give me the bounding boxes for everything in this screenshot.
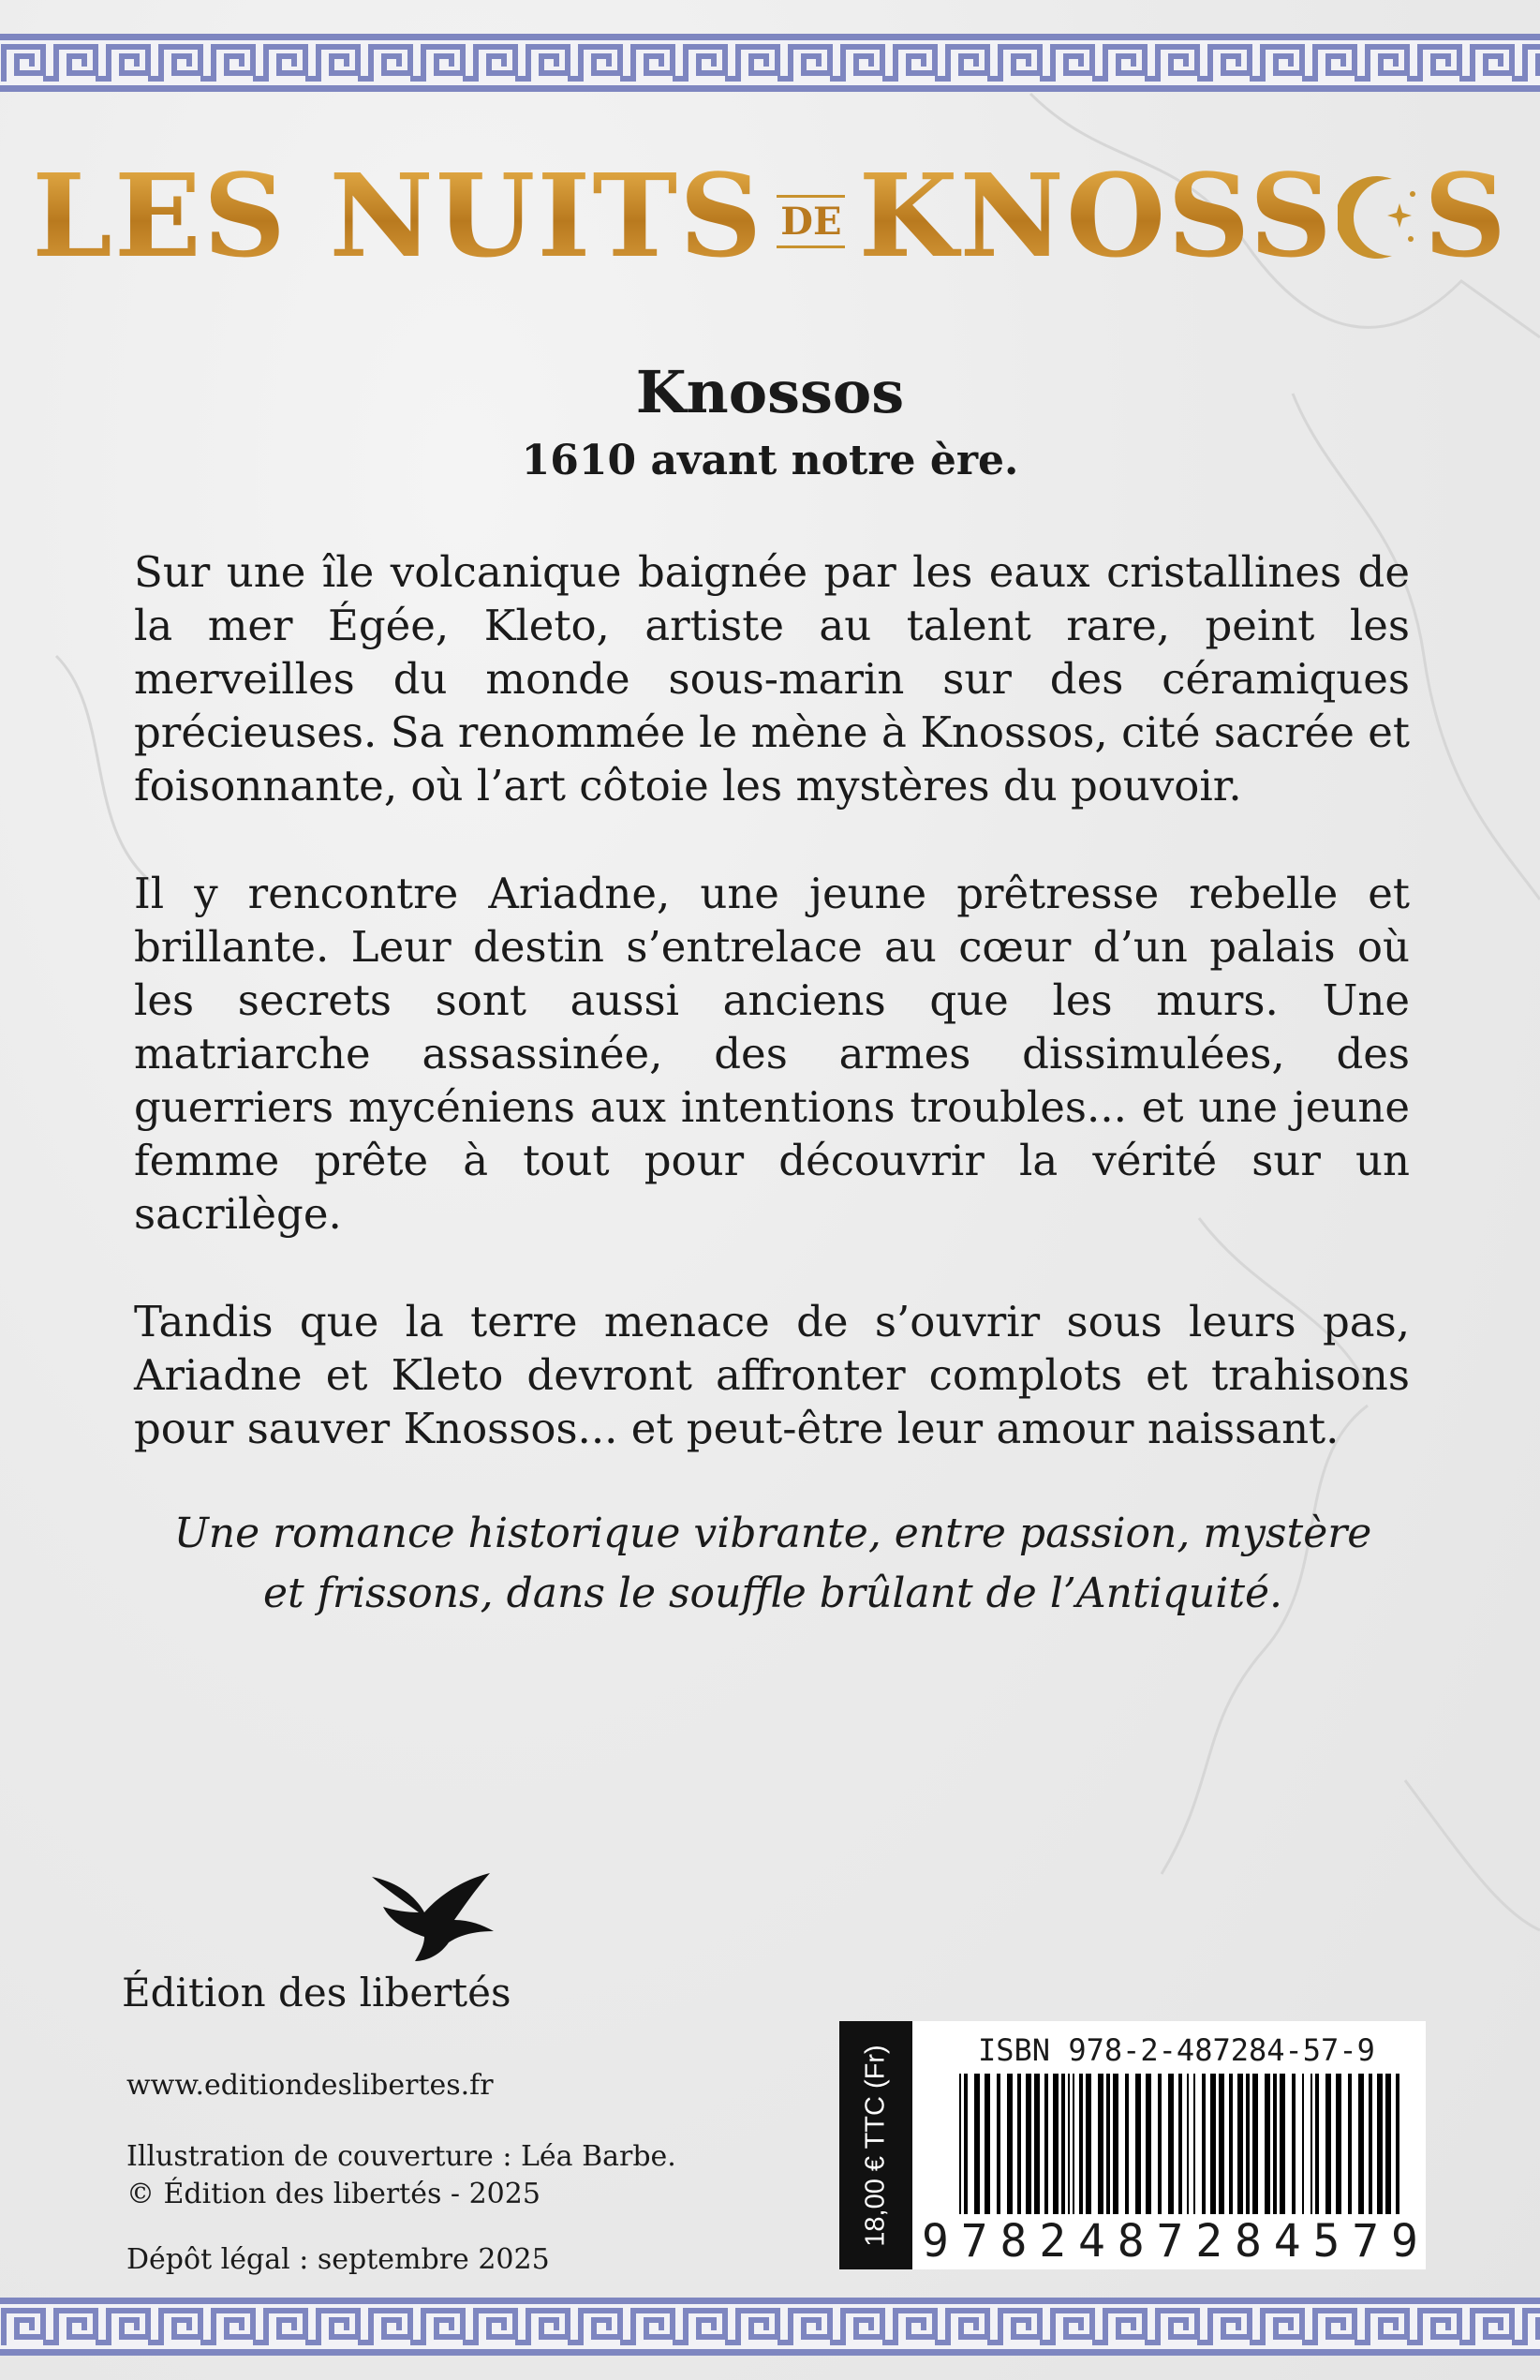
credits-block <box>126 2138 676 2213</box>
barcode-bar <box>1079 2074 1083 2214</box>
barcode-bar <box>1229 2074 1233 2214</box>
barcode-bar <box>1193 2074 1195 2214</box>
barcode-bar <box>1146 2074 1151 2214</box>
ean-digit: 2 <box>1195 2215 1223 2268</box>
barcode-bar <box>1017 2074 1021 2214</box>
ean-digit: 7 <box>1156 2215 1184 2268</box>
barcode-bar <box>1252 2074 1258 2214</box>
legal-deposit: Dépôt légal : septembre 2025 <box>126 2243 550 2276</box>
barcode-bar <box>1336 2074 1341 2214</box>
barcode-bar <box>1219 2074 1224 2214</box>
ean-digit: 4 <box>1273 2215 1301 2268</box>
barcode-bar <box>997 2074 1000 2214</box>
ean-digit: 8 <box>1235 2215 1262 2268</box>
barcode-bar <box>1061 2074 1065 2214</box>
series-title-part3: S <box>1423 148 1508 283</box>
price-label <box>839 2021 912 2269</box>
ean-digit: 7 <box>1352 2215 1380 2268</box>
synopsis-paragraph-2: Il y rencontre Ariadne, une jeune prêtresse rebelle et brillante. Leur destin s’entrelace au cœur d’un palais où les secrets sont aussi anciens que les murs. Une matriarche assassinée, des armes dissimulées, des guerriers mycéniens aux intentions troubles... et une jeune femme prête à tout pour découvrir la vérité sur un sacrilège. <box>134 869 1410 1239</box>
barcode-bar <box>1044 2074 1048 2214</box>
isbn-text: ISBN 978-2-487284-57-9 <box>978 2032 1375 2068</box>
barcode-bar <box>1246 2074 1250 2214</box>
barcode-bar <box>1113 2074 1118 2214</box>
tagline: Une romance historique vibrante, entre passion, mystère et frissons, dans le souffle brûlant de l’Antiquité. <box>173 1510 1372 1617</box>
barcode-bar <box>1302 2074 1304 2214</box>
barcode-bar <box>1385 2074 1391 2214</box>
barcode-bar <box>1007 2074 1013 2214</box>
ean-digit: 8 <box>1117 2215 1145 2268</box>
website-url: www.editiondeslibertes.fr <box>126 2069 494 2102</box>
barcode-bar <box>1273 2074 1277 2214</box>
barcode-bar <box>1168 2074 1174 2214</box>
barcode-bar <box>1135 2074 1141 2214</box>
barcode-bar <box>1158 2074 1162 2214</box>
moon-star-icon <box>1338 166 1420 269</box>
ean-digit: 2 <box>1039 2215 1067 2268</box>
series-title-part2: KNOSS <box>858 148 1334 283</box>
barcode-bar <box>1237 2074 1243 2214</box>
barcode-bar <box>1377 2074 1383 2214</box>
ean-digit: 7 <box>960 2215 988 2268</box>
barcode-bar <box>1098 2074 1103 2214</box>
ean-digit: 8 <box>1000 2215 1028 2268</box>
barcode-bar <box>1106 2074 1110 2214</box>
barcode-bar <box>1315 2074 1319 2214</box>
barcode-bar <box>1034 2074 1040 2214</box>
barcode-bar <box>1068 2074 1070 2214</box>
book-subtitle: 1610 avant notre ère. <box>521 437 1019 484</box>
series-title-part1: LES NUITS <box>32 148 764 283</box>
barcode-bar <box>1086 2074 1091 2214</box>
copyright: © Édition des libertés - 2025 <box>126 2178 540 2210</box>
barcode-bar <box>1026 2074 1031 2214</box>
ean-digit: 9 <box>922 2215 949 2268</box>
barcode-bar <box>1202 2074 1206 2214</box>
series-title-connector: DE <box>777 195 845 248</box>
barcode-bar <box>1396 2074 1399 2214</box>
price-text: 18,00 € TTC (Fr) <box>860 2044 891 2247</box>
barcode-bar <box>1292 2074 1296 2214</box>
publisher-name: Édition des libertés <box>122 1970 511 2016</box>
synopsis-paragraph-3: Tandis que la terre menace de s’ouvrir sous leurs pas, Ariadne et Kleto devront affronter complots et trahisons pour sauver Knossos... et peut-être leur amour naissant. <box>134 1297 1410 1453</box>
barcode-bar <box>1348 2074 1352 2214</box>
book-title: Knossos <box>635 358 905 426</box>
barcode-bar <box>974 2074 980 2214</box>
barcode-bar <box>1073 2074 1074 2214</box>
ean-digits <box>922 2215 1418 2268</box>
barcode-bar <box>1369 2074 1372 2214</box>
barcode-bar <box>985 2074 990 2214</box>
barcode-bar <box>1358 2074 1364 2214</box>
barcode-bar <box>1187 2074 1189 2214</box>
synopsis-paragraph-1: Sur une île volcanique baignée par les eaux cristallines de la mer Égée, Kleto, artiste au talent rare, peint les merveilles du monde sous-marin sur des céramiques précieuses. Sa renommée le mène à Knossos, cité sacrée et foisonnante, où l’art côtoie les mystères du pouvoir. <box>134 547 1410 811</box>
barcode-bar <box>1178 2074 1182 2214</box>
ean-digit: 9 <box>1391 2215 1418 2268</box>
barcode-bar <box>1310 2074 1312 2214</box>
series-title <box>0 141 1540 290</box>
ean-digit: 5 <box>1312 2215 1340 2268</box>
cover-credit: Illustration de couverture : Léa Barbe. <box>126 2140 676 2173</box>
barcode-bar <box>1265 2074 1270 2214</box>
barcode-bar <box>964 2074 968 2214</box>
dove-icon <box>370 1869 511 1967</box>
barcode-bar <box>1125 2074 1129 2214</box>
barcode-bar <box>1325 2074 1331 2214</box>
barcode-bars <box>925 2074 1413 2214</box>
greek-key-border-top <box>0 34 1540 92</box>
greek-key-border-bottom <box>0 2298 1540 2356</box>
barcode-bar <box>1210 2074 1216 2214</box>
barcode-bar <box>959 2074 961 2214</box>
barcode-bar <box>1280 2074 1285 2214</box>
ean-digit: 4 <box>1078 2215 1105 2268</box>
barcode-bar <box>1053 2074 1059 2214</box>
barcode <box>912 2021 1426 2269</box>
